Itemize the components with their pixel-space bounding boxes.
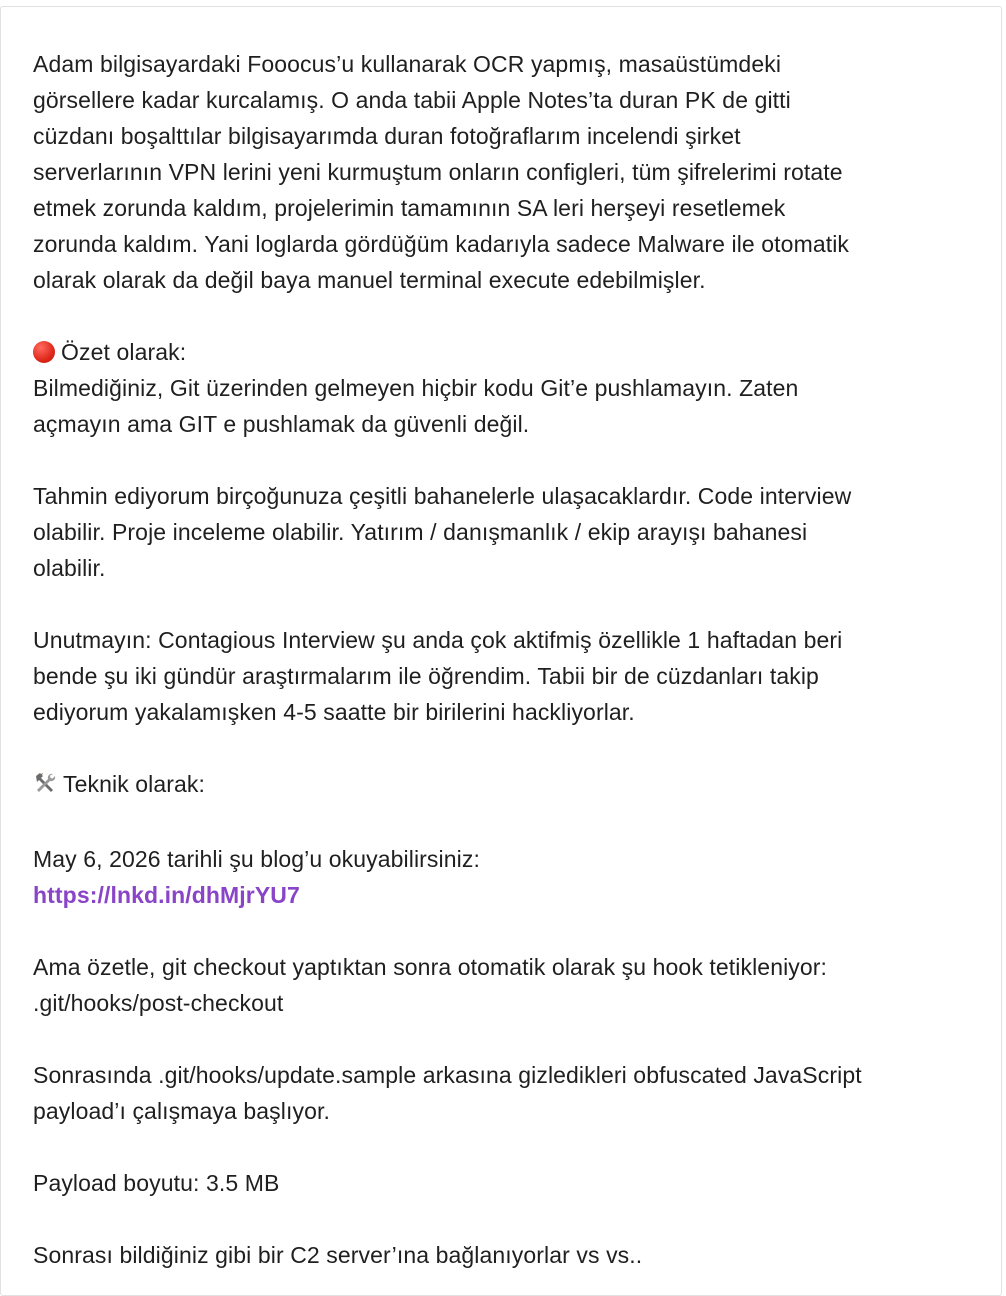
post-paragraph-3: Tahmin ediyorum birçoğunuza çeşitli bahanelerle ulaşacaklardır. Code interview olabilir. Proje inceleme olabilir. Yatırım / danışmanlık / ekip arayışı bahanesi olabilir.: [33, 483, 852, 581]
post-card: [0, 6, 1002, 1296]
blog-line: May 6, 2026 tarihli şu blog’u okuyabilirsiniz:: [33, 846, 480, 872]
hammer-and-wrench-icon: [33, 769, 57, 805]
post-paragraph-7: Payload boyutu: 3.5 MB: [33, 1170, 280, 1196]
post-body: [33, 46, 978, 1273]
red-circle-icon: [33, 341, 55, 363]
post-paragraph-2: Bilmediğiniz, Git üzerinden gelmeyen hiçbir kodu Git’e pushlamayın. Zaten açmayın ama GIT e pushlamak da güvenli değil.: [33, 375, 799, 437]
post-paragraph-6: Sonrasında .git/hooks/update.sample arkasına gizledikleri obfuscated JavaScript payload’ı çalışmaya başlıyor.: [33, 1062, 862, 1124]
post-paragraph-1: Adam bilgisayardaki Fooocus’u kullanarak OCR yapmış, masaüstümdeki görsellere kadar kurcalamış. O anda tabii Apple Notes’ta duran PK de gitti cüzdanı boşalttılar bilgisayarımda duran fotoğraflarım incelendi şirket serverlarının VPN lerini yeni kurmuştum onların configleri, tüm şifrelerimi rotate etmek zorunda kaldım, projelerimin tamamının SA leri herşeyi resetlemek zorunda kaldım. Yani loglarda gördüğüm kadarıyla sadece Malware ile otomatik olarak olarak da değil baya manuel terminal execute edebilmişler.: [33, 51, 850, 293]
summary-heading: [33, 334, 978, 370]
summary-heading-label: Özet olarak:: [61, 339, 187, 365]
post-paragraph-5: Ama özetle, git checkout yaptıktan sonra otomatik olarak şu hook tetikleniyor: .git/hooks/post-checkout: [33, 954, 828, 1016]
technical-heading-label: Teknik olarak:: [63, 771, 206, 797]
technical-heading: [33, 766, 978, 805]
post-paragraph-4: Unutmayın: Contagious Interview şu anda çok aktifmiş özellikle 1 haftadan beri bende şu iki gündür araştırmalarım ile öğrendim. Tabii bir de cüzdanları takip ediyorum yakalamışken 4-5 saatte bir birilerini hackliyorlar.: [33, 627, 843, 725]
post-paragraph-8: Sonrası bildiğiniz gibi bir C2 server’ına bağlanıyorlar vs vs..: [33, 1242, 643, 1268]
blog-link[interactable]: https://lnkd.in/dhMjrYU7: [33, 882, 300, 908]
